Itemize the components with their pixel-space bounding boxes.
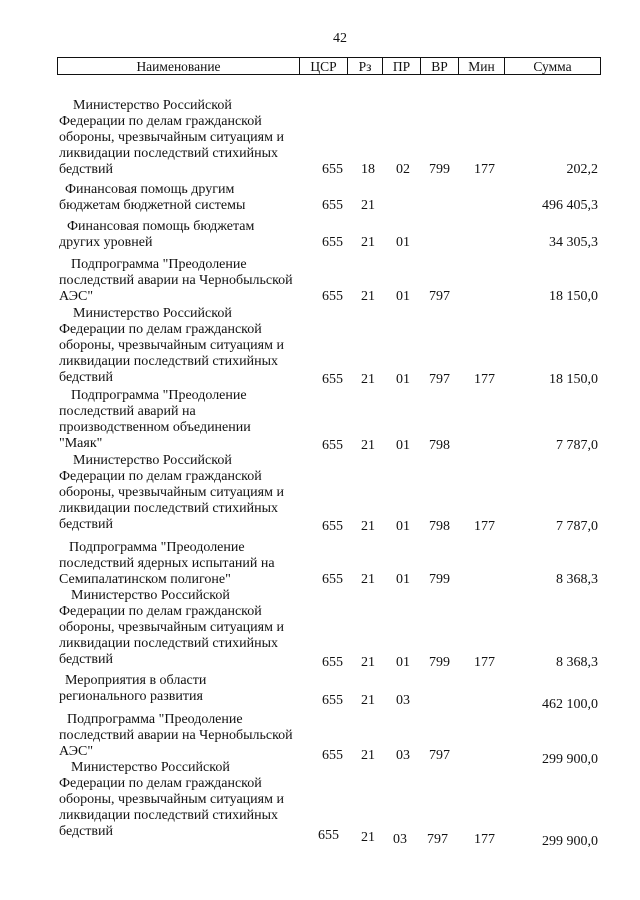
row-rz: 18: [361, 162, 375, 177]
row-name: Министерство Российской Федерации по делам гражданской обороны, чрезвычайным ситуациям и ликвидации последствий стихийных бедствий: [59, 306, 284, 385]
row-name: Министерство Российской Федерации по делам гражданской обороны, чрезвычайным ситуациям и ликвидации последствий стихийных бедствий: [59, 98, 284, 177]
row-name: Министерство Российской Федерации по делам гражданской обороны, чрезвычайным ситуациям и ликвидации последствий стихийных бедствий: [59, 588, 284, 667]
row-sum: 299 900,0: [542, 834, 598, 849]
header-name: Наименование: [58, 58, 300, 74]
row-csr: 655: [322, 519, 343, 534]
row-min: 177: [474, 162, 495, 177]
row-pr: 01: [396, 235, 410, 250]
row-rz: 21: [361, 572, 375, 587]
row-min: 177: [474, 655, 495, 670]
header-csr: ЦСР: [300, 58, 348, 74]
row-sum: 462 100,0: [542, 697, 598, 712]
header-min: Мин: [459, 58, 505, 74]
row-pr: 01: [396, 289, 410, 304]
row-min: 177: [474, 372, 495, 387]
row-vr: 797: [429, 289, 450, 304]
row-pr: 03: [393, 832, 407, 847]
row-name: Подпрограмма "Преодоление последствий ядерных испытаний на Семипалатинском полигоне": [59, 540, 275, 587]
row-vr: 798: [429, 438, 450, 453]
row-name: Мероприятия в области регионального развития: [59, 673, 207, 704]
row-vr: 797: [427, 832, 448, 847]
row-csr: 655: [322, 693, 343, 708]
row-pr: 03: [396, 693, 410, 708]
row-name: Министерство Российской Федерации по делам гражданской обороны, чрезвычайным ситуациям и ликвидации последствий стихийных бедствий: [59, 453, 284, 532]
row-vr: 797: [429, 748, 450, 763]
row-name: Министерство Российской Федерации по делам гражданской обороны, чрезвычайным ситуациям и ликвидации последствий стихийных бедствий: [59, 760, 284, 839]
header-rz: Рз: [348, 58, 383, 74]
row-rz: 21: [361, 748, 375, 763]
row-rz: 21: [361, 235, 375, 250]
row-pr: 01: [396, 519, 410, 534]
row-sum: 18 150,0: [549, 289, 598, 304]
row-rz: 21: [361, 438, 375, 453]
row-sum: 299 900,0: [542, 752, 598, 767]
row-csr: 655: [322, 438, 343, 453]
row-name: Подпрограмма "Преодоление последствий аварии на Чернобыльской АЭС": [59, 712, 293, 759]
row-name: Подпрограмма "Преодоление последствий аварии на Чернобыльской АЭС": [59, 257, 293, 304]
header-pr: ПР: [383, 58, 421, 74]
row-csr: 655: [322, 572, 343, 587]
header-vr: ВР: [421, 58, 459, 74]
row-csr: 655: [322, 235, 343, 250]
row-sum: 8 368,3: [556, 655, 598, 670]
row-csr: 655: [322, 198, 343, 213]
row-sum: 34 305,3: [549, 235, 598, 250]
row-pr: 01: [396, 572, 410, 587]
row-csr: 655: [322, 748, 343, 763]
row-rz: 21: [361, 655, 375, 670]
row-rz: 21: [361, 830, 375, 845]
row-vr: 797: [429, 372, 450, 387]
row-rz: 21: [361, 198, 375, 213]
row-rz: 21: [361, 519, 375, 534]
row-pr: 03: [396, 748, 410, 763]
row-pr: 01: [396, 438, 410, 453]
row-csr: 655: [322, 162, 343, 177]
row-rz: 21: [361, 289, 375, 304]
row-sum: 202,2: [566, 162, 598, 177]
row-min: 177: [474, 519, 495, 534]
row-csr: 655: [322, 289, 343, 304]
row-sum: 496 405,3: [542, 198, 598, 213]
row-name: Финансовая помощь бюджетам других уровней: [59, 219, 255, 250]
row-csr: 655: [322, 372, 343, 387]
row-pr: 01: [396, 372, 410, 387]
row-pr: 02: [396, 162, 410, 177]
row-sum: 18 150,0: [549, 372, 598, 387]
row-sum: 7 787,0: [556, 438, 598, 453]
header-sum: Сумма: [533, 59, 572, 74]
page-number: 42: [333, 31, 347, 46]
row-sum: 7 787,0: [556, 519, 598, 534]
row-vr: 798: [429, 519, 450, 534]
row-vr: 799: [429, 162, 450, 177]
row-name: Подпрограмма "Преодоление последствий аварий на производственном объединении "Маяк": [59, 388, 251, 451]
row-sum: 8 368,3: [556, 572, 598, 587]
row-name: Финансовая помощь другим бюджетам бюджетной системы: [59, 182, 246, 213]
row-min: 177: [474, 832, 495, 847]
row-rz: 21: [361, 693, 375, 708]
row-rz: 21: [361, 372, 375, 387]
row-csr: 655: [322, 655, 343, 670]
row-vr: 799: [429, 655, 450, 670]
row-vr: 799: [429, 572, 450, 587]
row-csr: 655: [318, 828, 339, 843]
row-pr: 01: [396, 655, 410, 670]
